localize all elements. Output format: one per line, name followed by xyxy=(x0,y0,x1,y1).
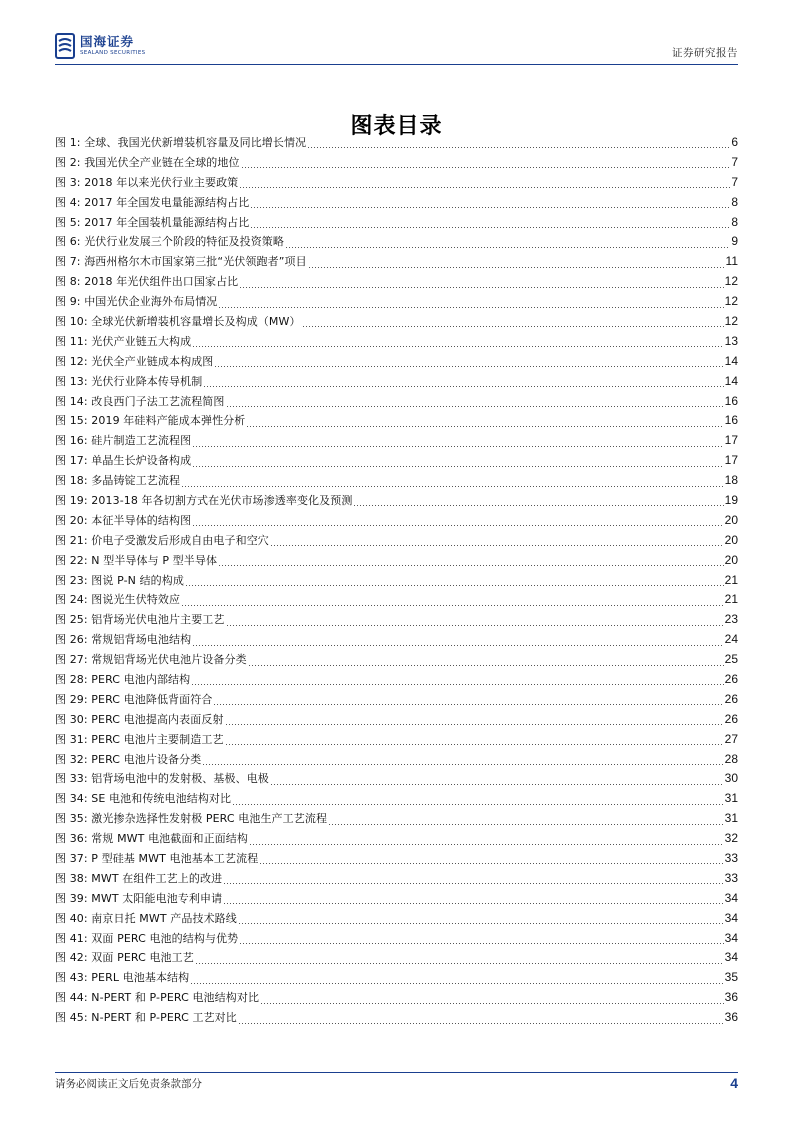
toc-entry[interactable] xyxy=(55,312,738,332)
toc-entry-page: 7 xyxy=(731,174,738,189)
toc-entry-page: 36 xyxy=(724,1010,738,1025)
toc-entry[interactable] xyxy=(55,272,738,292)
toc-entry[interactable] xyxy=(55,152,738,172)
toc-entry[interactable] xyxy=(55,232,738,252)
toc-entry-page: 8 xyxy=(731,214,738,229)
toc-entry-label: 图 11: 光伏产业链五大构成 xyxy=(55,334,192,348)
toc-leader-dots xyxy=(242,167,731,168)
toc-entry[interactable] xyxy=(55,709,738,729)
toc-entry-label: 图 40: 南京日托 MWT 产品技术路线 xyxy=(55,911,237,925)
toc-entry-label: 图 18: 多晶铸锭工艺流程 xyxy=(55,474,181,488)
toc-entry[interactable] xyxy=(55,749,738,769)
toc-leader-dots xyxy=(251,207,730,208)
toc-entry-page: 16 xyxy=(724,413,738,428)
toc-entry[interactable] xyxy=(55,988,738,1008)
toc-entry[interactable] xyxy=(55,809,738,829)
report-type-label: 证券研究报告 xyxy=(672,47,738,59)
toc-entry-page: 26 xyxy=(724,671,738,686)
toc-entry-page: 26 xyxy=(724,691,738,706)
toc-entry-label: 图 17: 单晶生长炉设备构成 xyxy=(55,454,192,468)
toc-leader-dots xyxy=(261,1003,724,1004)
toc-leader-dots xyxy=(193,346,723,347)
toc-entry-page: 30 xyxy=(724,771,738,786)
toc-leader-dots xyxy=(250,844,724,845)
toc-leader-dots xyxy=(226,724,724,725)
toc-leader-dots xyxy=(240,187,730,188)
toc-entry-page: 23 xyxy=(724,612,738,627)
toc-entry[interactable] xyxy=(55,530,738,550)
toc-leader-dots xyxy=(239,923,724,924)
toc-entry-page: 33 xyxy=(724,870,738,885)
toc-entry-label: 图 45: N-PERT 和 P-PERC 工艺对比 xyxy=(55,1011,237,1025)
toc-leader-dots xyxy=(247,426,723,427)
toc-entry-page: 31 xyxy=(724,791,738,806)
disclaimer-note: 请务必阅读正文后免责条款部分 xyxy=(55,1078,202,1090)
footer-divider xyxy=(55,1072,738,1073)
toc-entry[interactable] xyxy=(55,252,738,272)
toc-entry[interactable] xyxy=(55,829,738,849)
toc-entry-page: 32 xyxy=(724,831,738,846)
toc-entry-label: 图 2: 我国光伏全产业链在全球的地位 xyxy=(55,155,240,169)
toc-entry[interactable] xyxy=(55,411,738,431)
page-title: 图表目录 xyxy=(350,112,443,139)
toc-entry-label: 图 27: 常规铝背场光伏电池片设备分类 xyxy=(55,653,247,667)
toc-entry-page: 16 xyxy=(724,393,738,408)
toc-entry-label: 图 23: 图说 P-N 结的构成 xyxy=(55,573,184,587)
toc-entry[interactable] xyxy=(55,769,738,789)
toc-leader-dots xyxy=(226,744,724,745)
toc-entry-label: 图 20: 本征半导体的结构图 xyxy=(55,513,192,527)
toc-entry-page: 20 xyxy=(724,532,738,547)
toc-entry[interactable] xyxy=(55,371,738,391)
toc-entry-label: 图 4: 2017 年全国发电量能源结构占比 xyxy=(55,195,250,209)
toc-entry-label: 图 24: 图说光生伏特效应 xyxy=(55,593,181,607)
toc-leader-dots xyxy=(203,764,723,765)
toc-leader-dots xyxy=(271,784,724,785)
toc-leader-dots xyxy=(224,883,723,884)
toc-entry[interactable] xyxy=(55,888,738,908)
toc-entry-label: 图 41: 双面 PERC 电池的结构与优势 xyxy=(55,931,239,945)
toc-entry-page: 12 xyxy=(724,274,738,289)
toc-entry-label: 图 25: 铝背场光伏电池片主要工艺 xyxy=(55,613,225,627)
toc-leader-dots xyxy=(196,963,724,964)
toc-leader-dots xyxy=(204,386,723,387)
toc-entry-page: 31 xyxy=(724,811,738,826)
toc-entry[interactable] xyxy=(55,928,738,948)
toc-entry[interactable] xyxy=(55,650,738,670)
toc-entry[interactable] xyxy=(55,908,738,928)
toc-entry-label: 图 15: 2019 年硅料产能成本弹性分析 xyxy=(55,414,246,428)
toc-entry[interactable] xyxy=(55,590,738,610)
toc-entry[interactable] xyxy=(55,868,738,888)
figure-list xyxy=(55,133,738,1028)
toc-leader-dots xyxy=(215,366,723,367)
toc-entry-page: 25 xyxy=(724,652,738,667)
logo-english-name: SEALAND SECURITIES xyxy=(80,50,146,56)
toc-leader-dots xyxy=(193,525,723,526)
toc-leader-dots xyxy=(303,326,724,327)
toc-leader-dots xyxy=(227,406,724,407)
toc-entry[interactable] xyxy=(55,351,738,371)
toc-leader-dots xyxy=(227,625,724,626)
toc-entry-label: 图 1: 全球、我国光伏新增装机容量及同比增长情况 xyxy=(55,135,307,149)
toc-entry-page: 17 xyxy=(724,433,738,448)
toc-entry-page: 20 xyxy=(724,512,738,527)
toc-entry[interactable] xyxy=(55,292,738,312)
toc-entry-label: 图 43: PERL 电池基本结构 xyxy=(55,971,190,985)
toc-entry-label: 图 33: 铝背场电池中的发射极、基极、电极 xyxy=(55,772,269,786)
toc-entry-label: 图 26: 常规铝背场电池结构 xyxy=(55,633,192,647)
toc-entry[interactable] xyxy=(55,471,738,491)
toc-entry-page: 21 xyxy=(724,592,738,607)
toc-entry[interactable] xyxy=(55,849,738,869)
toc-entry-label: 图 37: P 型硅基 MWT 电池基本工艺流程 xyxy=(55,852,259,865)
toc-entry-page: 11 xyxy=(725,254,738,269)
toc-entry-page: 35 xyxy=(724,970,738,985)
toc-leader-dots xyxy=(224,903,723,904)
toc-entry-label: 图 10: 全球光伏新增装机容量增长及构成（MW） xyxy=(55,314,301,328)
toc-entry-page: 34 xyxy=(724,890,738,905)
toc-entry-page: 20 xyxy=(724,552,738,567)
toc-entry[interactable] xyxy=(55,331,738,351)
toc-leader-dots xyxy=(260,863,723,864)
toc-entry-page: 13 xyxy=(724,333,738,348)
toc-entry-page: 14 xyxy=(724,353,738,368)
toc-leader-dots xyxy=(214,704,723,705)
toc-entry[interactable] xyxy=(55,212,738,232)
header-divider xyxy=(55,64,738,65)
toc-entry-label: 图 39: MWT 太阳能电池专利申请 xyxy=(55,891,223,905)
page-number: 4 xyxy=(730,1075,738,1091)
toc-entry-label: 图 44: N-PERT 和 P-PERC 电池结构对比 xyxy=(55,991,260,1005)
toc-entry-label: 图 12: 光伏全产业链成本构成图 xyxy=(55,354,214,368)
toc-entry-label: 图 36: 常规 MWT 电池截面和正面结构 xyxy=(55,832,248,846)
toc-entry-page: 27 xyxy=(724,731,738,746)
toc-entry-label: 图 19: 2013-18 年各切割方式在光伏市场渗透率变化及预测 xyxy=(55,493,353,507)
toc-entry-label: 图 8: 2018 年光伏组件出口国家占比 xyxy=(55,275,239,289)
toc-leader-dots xyxy=(182,486,724,487)
logo-chinese-name: 国海证券 xyxy=(80,34,135,49)
toc-leader-dots xyxy=(193,446,723,447)
toc-entry-page: 21 xyxy=(724,572,738,587)
toc-entry-page: 12 xyxy=(724,313,738,328)
toc-entry-page: 34 xyxy=(724,930,738,945)
toc-leader-dots xyxy=(271,545,724,546)
toc-entry-label: 图 6: 光伏行业发展三个阶段的特征及投资策略 xyxy=(55,235,284,249)
toc-entry-page: 17 xyxy=(724,453,738,468)
toc-leader-dots xyxy=(193,466,723,467)
toc-entry-label: 图 16: 硅片制造工艺流程图 xyxy=(55,434,192,448)
toc-entry-page: 12 xyxy=(724,294,738,309)
page-header xyxy=(55,32,738,62)
toc-entry-label: 图 21: 价电子受激发后形成自由电子和空穴 xyxy=(55,533,269,547)
toc-entry[interactable] xyxy=(55,729,738,749)
toc-leader-dots xyxy=(240,943,723,944)
toc-leader-dots xyxy=(286,247,730,248)
toc-leader-dots xyxy=(193,645,723,646)
toc-entry-page: 36 xyxy=(724,990,738,1005)
toc-entry-label: 图 3: 2018 年以来光伏行业主要政策 xyxy=(55,175,239,189)
toc-entry-label: 图 32: PERC 电池片设备分类 xyxy=(55,752,202,766)
toc-entry[interactable] xyxy=(55,948,738,968)
toc-leader-dots xyxy=(233,804,724,805)
toc-entry-page: 28 xyxy=(724,751,738,766)
toc-entry-label: 图 5: 2017 年全国装机量能源结构占比 xyxy=(55,215,250,229)
toc-leader-dots xyxy=(191,983,723,984)
toc-leader-dots xyxy=(251,227,730,228)
toc-entry-label: 图 30: PERC 电池提高内表面反射 xyxy=(55,712,224,726)
toc-entry-label: 图 29: PERC 电池降低背面符合 xyxy=(55,692,213,706)
toc-entry-page: 6 xyxy=(731,134,738,149)
toc-entry[interactable] xyxy=(55,630,738,650)
toc-entry-page: 8 xyxy=(731,194,738,209)
toc-entry[interactable] xyxy=(55,510,738,530)
toc-entry[interactable] xyxy=(55,550,738,570)
toc-entry-label: 图 9: 中国光伏企业海外布局情况 xyxy=(55,295,218,309)
toc-leader-dots xyxy=(192,684,723,685)
toc-entry[interactable] xyxy=(55,789,738,809)
toc-leader-dots xyxy=(186,585,724,586)
toc-leader-dots xyxy=(249,665,724,666)
toc-entry[interactable] xyxy=(55,491,738,511)
toc-entry-page: 24 xyxy=(724,632,738,647)
toc-entry-label: 图 31: PERC 电池片主要制造工艺 xyxy=(55,732,224,746)
toc-entry-page: 9 xyxy=(731,234,738,249)
toc-entry[interactable] xyxy=(55,968,738,988)
toc-entry-page: 18 xyxy=(724,473,738,488)
toc-entry-label: 图 35: 激光掺杂选择性发射极 PERC 电池生产工艺流程 xyxy=(55,812,328,826)
sealand-logo xyxy=(55,32,145,60)
toc-entry[interactable] xyxy=(55,451,738,471)
toc-entry-label: 图 13: 光伏行业降本传导机制 xyxy=(55,374,203,388)
toc-leader-dots xyxy=(308,147,730,148)
toc-entry[interactable] xyxy=(55,610,738,630)
toc-entry-page: 7 xyxy=(731,154,738,169)
toc-leader-dots xyxy=(329,824,724,825)
toc-entry-label: 图 38: MWT 在组件工艺上的改进 xyxy=(55,871,223,885)
toc-entry[interactable] xyxy=(55,689,738,709)
toc-entry[interactable] xyxy=(55,192,738,212)
toc-leader-dots xyxy=(240,287,723,288)
toc-leader-dots xyxy=(182,605,724,606)
toc-entry[interactable] xyxy=(55,1008,738,1028)
toc-entry[interactable] xyxy=(55,391,738,411)
toc-entry[interactable] xyxy=(55,670,738,690)
sealand-logo-icon xyxy=(55,33,75,59)
toc-entry-label: 图 7: 海西州格尔木市国家第三批“光伏领跑者”项目 xyxy=(55,255,307,269)
toc-entry-page: 34 xyxy=(724,910,738,925)
toc-leader-dots xyxy=(354,505,723,506)
toc-entry-label: 图 28: PERC 电池内部结构 xyxy=(55,672,191,686)
toc-entry-page: 26 xyxy=(724,711,738,726)
toc-entry[interactable] xyxy=(55,133,738,153)
toc-entry-label: 图 34: SE 电池和传统电池结构对比 xyxy=(55,792,232,806)
toc-entry-page: 19 xyxy=(724,492,738,507)
toc-entry-page: 14 xyxy=(724,373,738,388)
toc-entry[interactable] xyxy=(55,431,738,451)
toc-entry-page: 33 xyxy=(724,851,738,865)
toc-entry-label: 图 42: 双面 PERC 电池工艺 xyxy=(55,951,194,965)
toc-leader-dots xyxy=(219,565,724,566)
toc-leader-dots xyxy=(219,307,723,308)
toc-leader-dots xyxy=(239,1023,724,1024)
toc-entry-page: 34 xyxy=(724,950,738,965)
toc-leader-dots xyxy=(309,267,725,268)
toc-entry-label: 图 14: 改良西门子法工艺流程简图 xyxy=(55,394,225,408)
toc-entry[interactable] xyxy=(55,172,738,192)
toc-entry-label: 图 22: N 型半导体与 P 型半导体 xyxy=(55,553,218,567)
toc-entry[interactable] xyxy=(55,570,738,590)
